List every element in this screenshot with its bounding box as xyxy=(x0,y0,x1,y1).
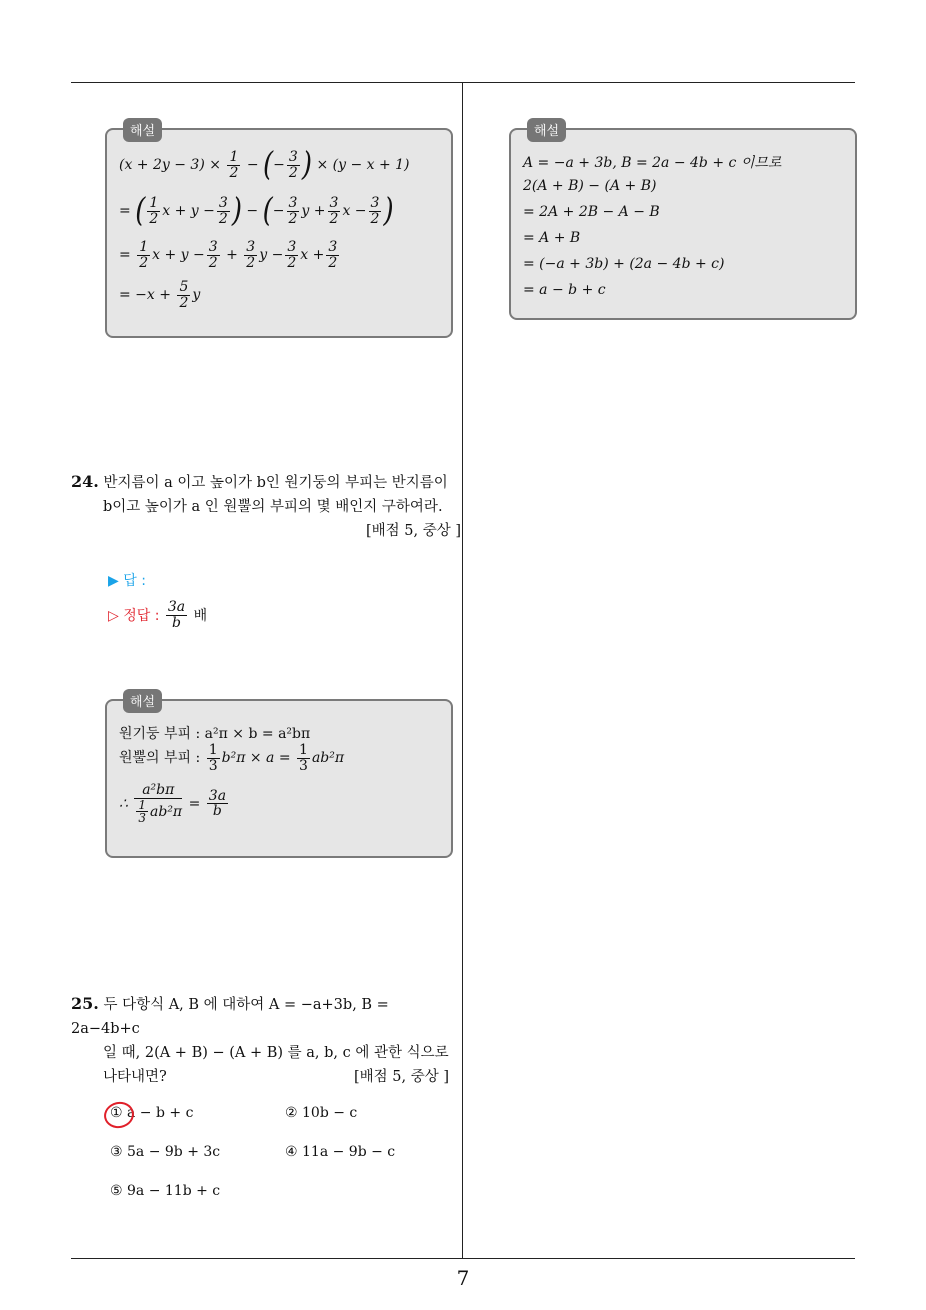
explanation-line-4: = −x + $\frac{5}{2}$ y xyxy=(119,279,201,311)
option-2[interactable]: ② 10b − c xyxy=(285,1105,358,1121)
question-25-score: [배점 5, 중상 ] xyxy=(353,1069,449,1085)
correct-answer-label: ▷ 정답 : xyxy=(108,608,160,625)
top-rule xyxy=(71,82,855,83)
explanation-line-2: = ( $\frac{1}{2}$ x + y − $\frac{3}{2}$ ) − (− $\frac{3}{2}$ y + $\frac{3}{2}$ x − $\frac{3}{2}$ ) xyxy=(119,192,394,230)
explanation-line: = a − b + c xyxy=(523,282,606,298)
explanation-box-right xyxy=(509,124,857,320)
correct-answer-unit: 배 xyxy=(193,608,208,625)
bottom-rule xyxy=(71,1258,855,1259)
correct-answer-fraction: $\frac{3a}{b}$ xyxy=(167,599,186,631)
explanation-box-24 xyxy=(105,695,453,858)
explanation-line: 2(A + B) − (A + B) xyxy=(523,178,657,194)
question-25-line-3: 나타내면? [배점 5, 중상 ] xyxy=(71,1065,461,1089)
answer-label: ▶ 답 : xyxy=(108,573,146,589)
explanation-line-1: (x + 2y − 3) × $\frac{1}{2}$ − (− $\frac{3}{2}$ ) × (y − x + 1) xyxy=(119,146,410,184)
explanation-line: = A + B xyxy=(523,230,581,246)
explanation-line-2: 원뿔의 부피 : $\frac{1}{3}$ b²π × a = $\frac{1}{3}$ ab²π xyxy=(119,742,345,774)
explanation-line-3: = $\frac{1}{2}$ x + y − $\frac{3}{2}$ + $\frac{3}{2}$ y − $\frac{3}{2}$ x + $\frac{3}{2}$ xyxy=(119,239,338,271)
question-25 xyxy=(71,992,461,1089)
correct-answer xyxy=(108,600,207,630)
question-24 xyxy=(71,470,461,543)
question-25-line-2: 일 때, 2(A + B) − (A + B) 를 a, b, c 에 관한 식으로 xyxy=(103,1045,449,1061)
page-number: 7 xyxy=(456,1266,470,1290)
explanation-tag: 해설 xyxy=(123,689,162,713)
explanation-box-23 xyxy=(105,124,453,338)
option-4[interactable]: ④ 11a − 9b − c xyxy=(285,1144,396,1160)
selected-answer-mark xyxy=(102,1099,137,1131)
option-3[interactable]: ③ 5a − 9b + 3c xyxy=(110,1144,221,1160)
column-divider xyxy=(462,83,463,1259)
explanation-line: A = −a + 3b, B = 2a − 4b + c 이므로 xyxy=(523,155,782,171)
question-24-line-2: b이고 높이가 a 인 원뿔의 부피의 몇 배인지 구하여라. xyxy=(103,499,443,515)
explanation-line: = 2A + 2B − A − B xyxy=(523,204,660,220)
option-1[interactable]: ① a − b + c xyxy=(110,1105,194,1121)
explanation-tag: 해설 xyxy=(527,118,566,142)
explanation-tag: 해설 xyxy=(123,118,162,142)
explanation-line-1: 원기둥 부피 : a²π × b = a²bπ xyxy=(119,726,311,742)
explanation-line: = (−a + 3b) + (2a − 4b + c) xyxy=(523,256,725,272)
question-25-line-1: 25. 두 다항식 A, B 에 대하여 A = −a+3b, B = 2a−4b+c xyxy=(71,994,389,1037)
question-24-line-1: 24. 반지름이 a 이고 높이가 b인 원기둥의 부피는 반지름이 xyxy=(71,472,448,491)
option-5[interactable]: ⑤ 9a − 11b + c xyxy=(110,1183,221,1199)
question-24-score: [배점 5, 중상 ] xyxy=(365,523,461,539)
explanation-line-3: ∴ a²bπ $\frac{1}{3}$ ab²π = $\frac{3a}{b}$ xyxy=(119,782,227,826)
